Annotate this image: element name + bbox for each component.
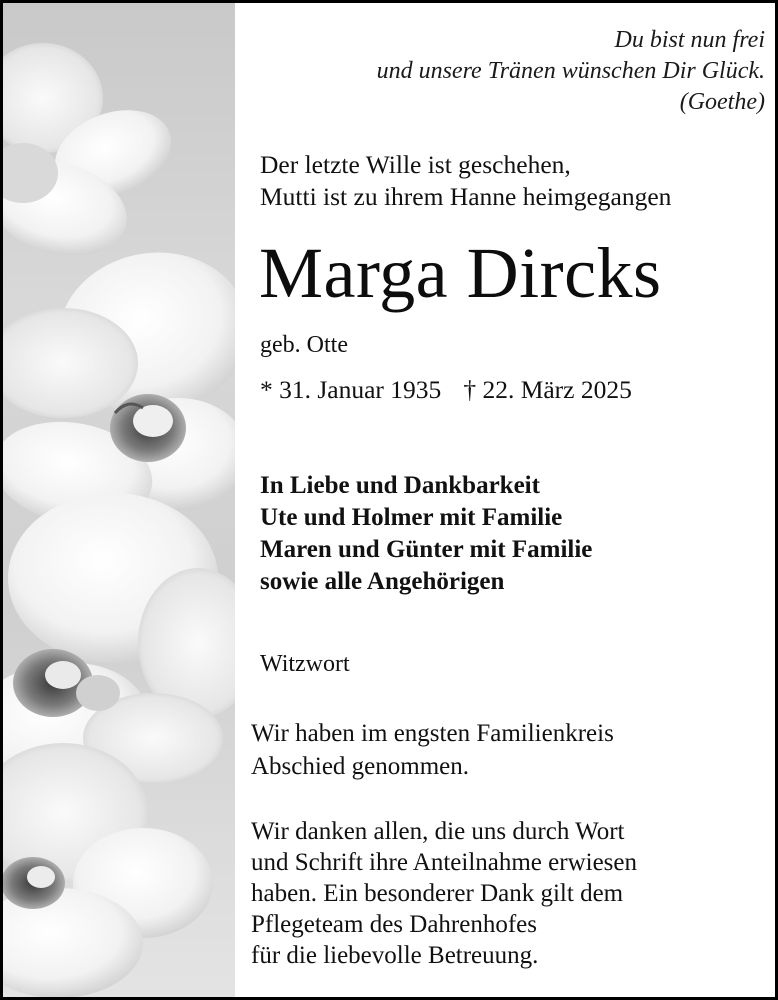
thanks-line: für die liebevolle Betreuung.: [251, 942, 539, 969]
death-date: † 22. März 2025: [463, 375, 632, 404]
life-dates: [260, 373, 632, 407]
farewell-paragraph: [251, 717, 614, 783]
birth-name: geb. Otte: [260, 332, 348, 358]
thanks-line: und Schrift ihre Anteilnahme erwiesen: [251, 849, 637, 876]
intro-text: [260, 149, 671, 213]
mourners-list: [260, 470, 592, 598]
notice-text-area: [235, 3, 778, 1000]
intro-line: Mutti ist zu ihrem Hanne heimgegangen: [260, 182, 672, 211]
mourners-line: Ute und Holmer mit Familie: [260, 504, 563, 531]
birth-date: * 31. Januar 1935: [260, 375, 442, 404]
thanks-paragraph: [251, 816, 637, 971]
farewell-line: Wir haben im engsten Familienkreis: [251, 720, 614, 747]
mourners-line: sowie alle Angehörigen: [260, 568, 505, 595]
place-name: Witzwort: [260, 651, 350, 677]
orchid-bottom: [3, 743, 213, 998]
thanks-line: Pflegeteam des Dahrenhofes: [251, 911, 537, 938]
quote-line: und unsere Tränen wünschen Dir Glück.: [376, 58, 765, 84]
orchid-top: [3, 43, 183, 270]
orchid-flowers-photo: [3, 3, 235, 1000]
mourners-line: In Liebe und Dankbarkeit: [260, 472, 540, 499]
thanks-line: Wir danken allen, die uns durch Wort: [251, 818, 625, 845]
farewell-line: Abschied genommen.: [251, 753, 470, 780]
mourners-line: Maren und Günter mit Familie: [260, 536, 593, 563]
orchid-second: [3, 238, 235, 536]
goethe-quote: [377, 25, 765, 118]
thanks-line: haben. Ein besonderer Dank gilt dem: [251, 880, 624, 907]
quote-attribution: (Goethe): [679, 89, 765, 115]
intro-line: Der letzte Wille ist geschehen,: [260, 150, 571, 179]
deceased-name: Marga Dircks: [259, 233, 662, 313]
orchid-illustration: [3, 3, 235, 1000]
quote-line: Du bist nun frei: [614, 27, 765, 53]
